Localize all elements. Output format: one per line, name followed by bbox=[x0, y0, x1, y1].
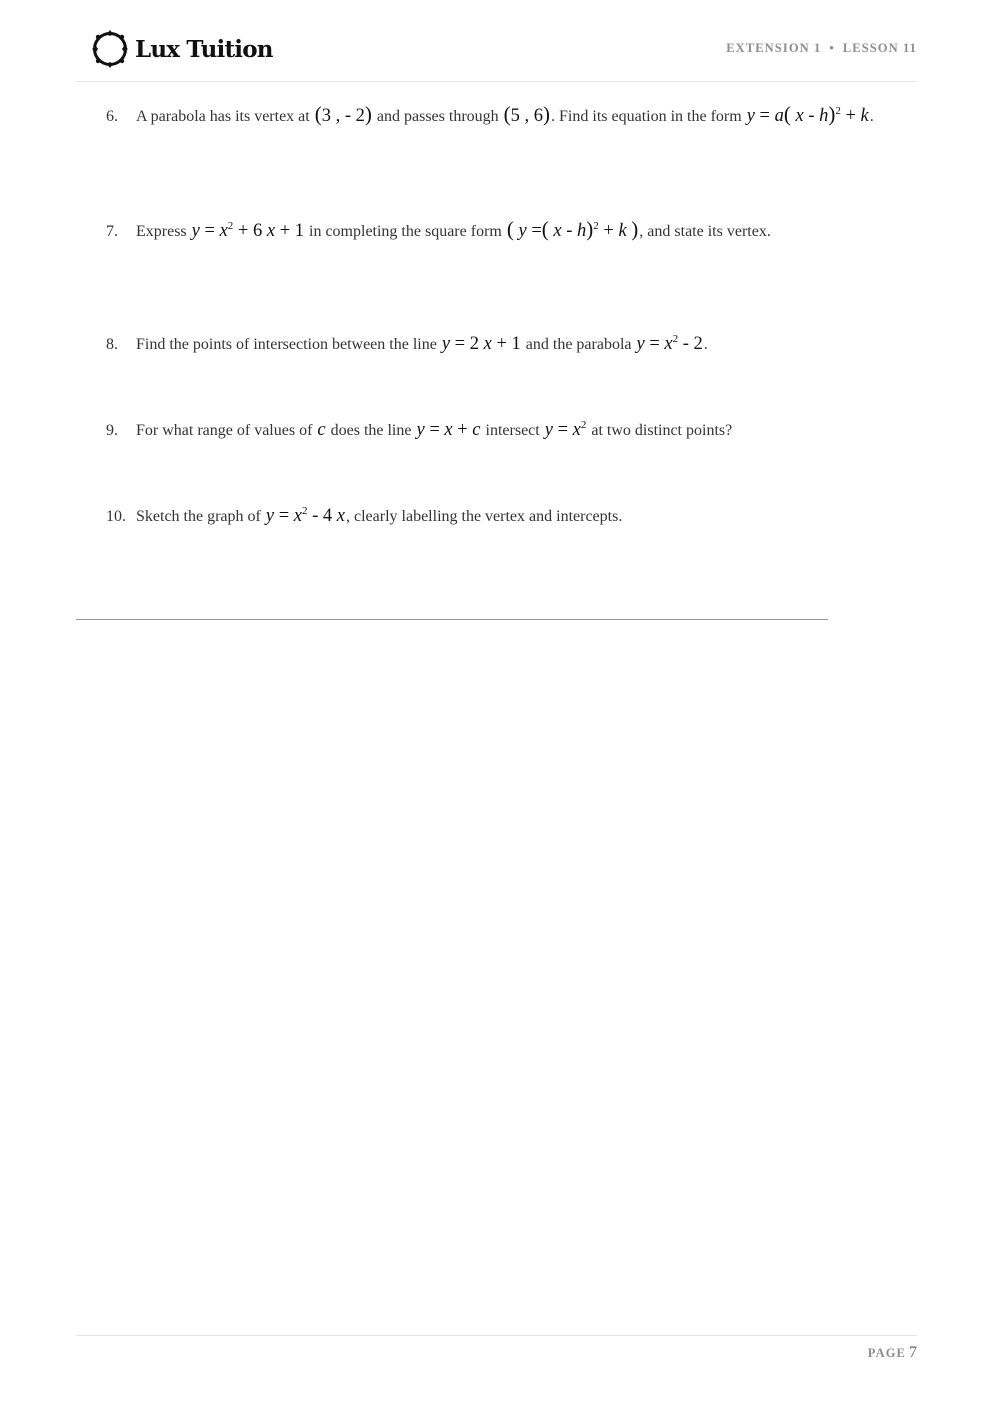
math-expression: $y = x^2 + 6$ x + 1 bbox=[191, 220, 304, 241]
question-number: 8. bbox=[106, 336, 118, 353]
question-text: and the parabola bbox=[525, 336, 632, 353]
question-text: For what range of values of bbox=[136, 422, 313, 439]
lesson-number: LESSON 11 bbox=[842, 41, 917, 55]
math-point: (5 , 6) bbox=[503, 102, 551, 126]
question-text: , clearly labelling the vertex and intercepts. bbox=[346, 508, 623, 525]
question-7 bbox=[106, 219, 771, 242]
question-number: 10. bbox=[106, 508, 126, 525]
math-line: y = 2 x + 1 bbox=[441, 334, 521, 354]
question-number: 9. bbox=[106, 422, 118, 439]
brand-name: Lux Tuition bbox=[135, 35, 273, 63]
math-vertex-form: y = a( x - h)$^2$ + k bbox=[746, 102, 869, 126]
page-footer bbox=[868, 1344, 917, 1362]
brand-logo bbox=[90, 28, 273, 70]
page-number: 7 bbox=[909, 1344, 917, 1361]
compass-ring-icon bbox=[90, 28, 130, 70]
section-divider bbox=[76, 619, 828, 620]
course-name: EXTENSION 1 bbox=[726, 41, 822, 55]
question-text: A parabola has its vertex at bbox=[136, 108, 310, 125]
question-text: . bbox=[869, 108, 874, 125]
math-vertex: (3 , - 2) bbox=[314, 102, 372, 126]
question-text: in completing the square form bbox=[309, 223, 502, 240]
question-text: Find the points of intersection between the line bbox=[136, 336, 437, 353]
math-curve: $y = x^2$ bbox=[544, 419, 587, 440]
question-9 bbox=[106, 420, 732, 441]
question-6 bbox=[106, 104, 874, 127]
math-expression: $y = x^2 - 4$ x bbox=[265, 505, 345, 526]
question-text: Express bbox=[136, 223, 187, 240]
math-line: y = x + c bbox=[416, 420, 481, 440]
header-separator: • bbox=[829, 41, 835, 55]
question-text: Sketch the graph of bbox=[136, 508, 261, 525]
question-8 bbox=[106, 334, 708, 355]
question-10 bbox=[106, 506, 622, 527]
page-label: PAGE bbox=[867, 1346, 906, 1360]
lesson-label bbox=[726, 41, 917, 56]
page-header bbox=[76, 24, 917, 82]
math-variable: c bbox=[317, 420, 326, 440]
question-text: . Find its equation in the form bbox=[551, 108, 742, 125]
question-text: intersect bbox=[485, 422, 540, 439]
footer-divider bbox=[76, 1335, 917, 1336]
question-number: 6. bbox=[106, 108, 118, 125]
math-square-form: ( y =( x - h)$^2$ + k ) bbox=[506, 217, 639, 241]
question-text: does the line bbox=[330, 422, 412, 439]
question-text: , and state its vertex. bbox=[639, 223, 771, 240]
question-text: and passes through bbox=[376, 108, 499, 125]
question-text: . bbox=[703, 336, 708, 353]
math-parabola: $y = x^2 - 2$ bbox=[636, 333, 703, 354]
question-number: 7. bbox=[106, 223, 118, 240]
question-text: at two distinct points? bbox=[591, 422, 733, 439]
